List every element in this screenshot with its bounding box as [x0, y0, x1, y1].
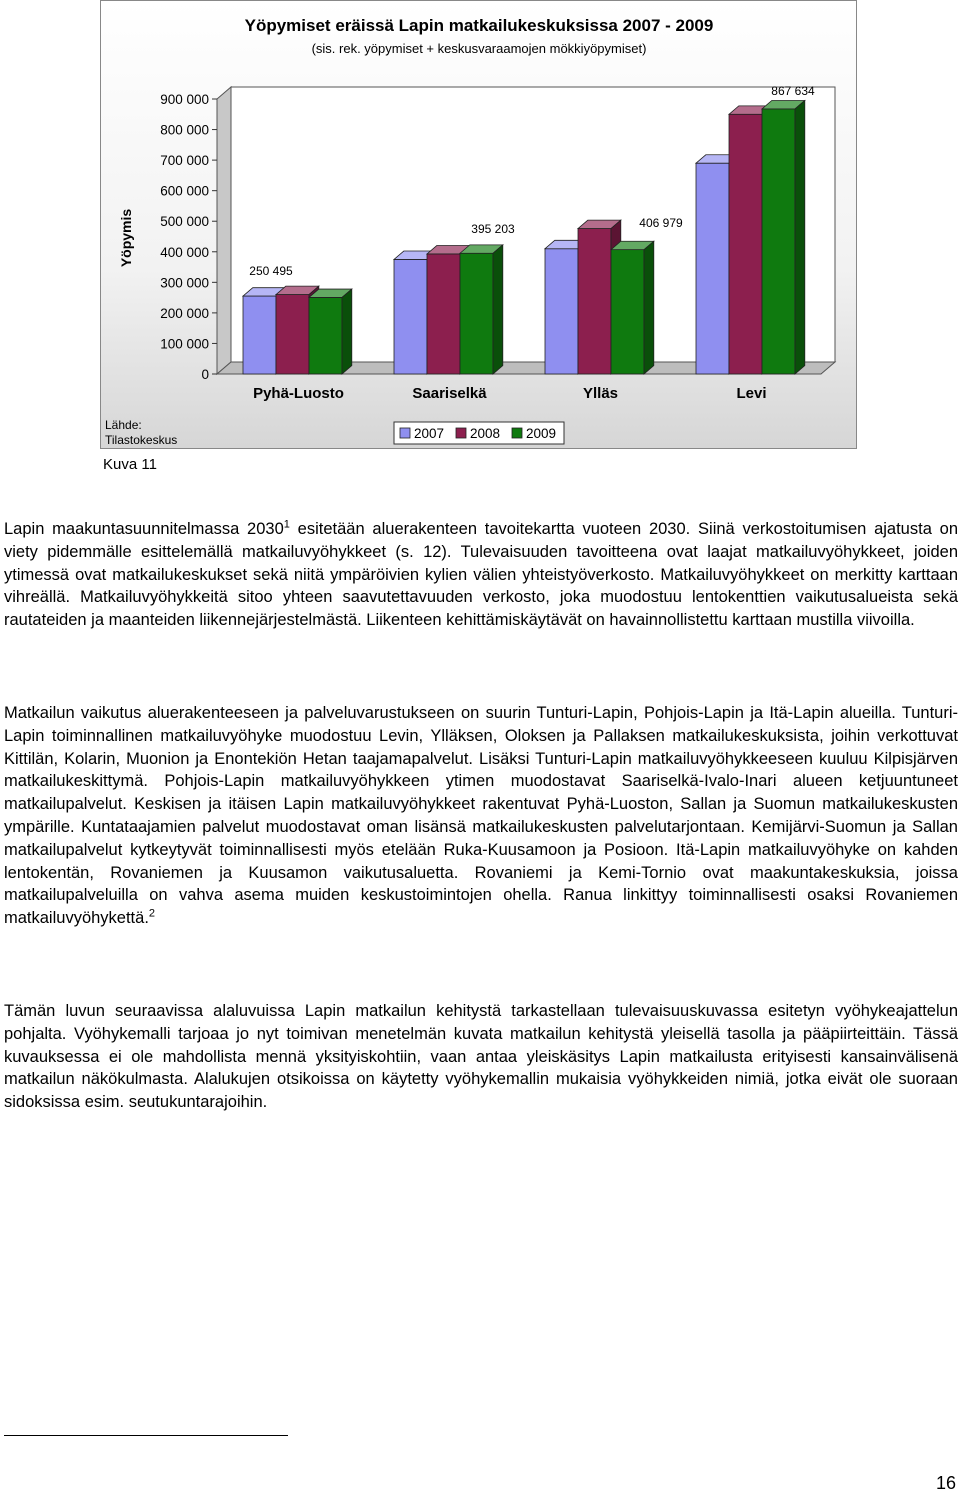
legend-label-2008: 2008: [470, 426, 501, 441]
y-tick-label: 400 000: [160, 244, 209, 260]
bar-2008: [427, 254, 460, 374]
y-tick-label: 900 000: [160, 92, 209, 107]
source-label: Lähde:: [105, 418, 142, 432]
x-tick-label: Ylläs: [582, 385, 619, 402]
bar-2009: [611, 250, 644, 374]
y-tick-label: 800 000: [160, 122, 209, 138]
bar-2008: [578, 229, 611, 374]
source-name: Tilastokeskus: [105, 433, 178, 447]
bar-2007: [243, 296, 276, 374]
x-tick-label: Saariselkä: [412, 385, 487, 402]
bar-2009: [762, 109, 795, 374]
paragraph-1-text-b: esitetään aluerakenteen tavoitekartta vuoteen 2030. Siinä verkostoitumisen ajatusta on viety pidemmälle esittelemällä matkailuvyöhykkeet (s. 12). Tulevaisuuden tavoitteena ovat laajat matkailuvyöhykkeet, joiden ytimessä ovat matkailukeskukset sekä niitä ympäröivien kylien välien yhteistyöverkosto. Matkailuvyöhykkeet on merkitty karttaan vihreällä. Matkailuvyöhykkeitä sitoo yhteen saavutettavuuden verkosto, joka muodostuu lentokenttien vaikutusalueista sekä rautateiden ja maanteiden liikennejärjestelmästä. Liikenteen kehittämiskäytävät on havainnollistettu karttaan mustilla viivoilla.: [4, 520, 959, 630]
legend-label-2009: 2009: [526, 426, 557, 441]
data-label: 867 634: [771, 84, 815, 98]
data-label: 406 979: [639, 216, 683, 230]
bar-side-2009: [644, 241, 654, 374]
bar-2007: [696, 163, 729, 374]
chart-subtitle: (sis. rek. yöpymiset + keskusvaraamojen mökkiyöpymiset): [311, 41, 647, 56]
y-tick-label: 0: [201, 367, 209, 382]
bar-chart: [101, 1, 858, 450]
legend-swatch-2007: [400, 428, 410, 438]
figure-caption: Kuva 11: [103, 456, 157, 473]
bar-2007: [545, 249, 578, 374]
chart-side-wall: [217, 87, 231, 374]
bar-2008: [729, 114, 762, 374]
x-tick-label: Levi: [736, 385, 767, 402]
bar-2008: [276, 295, 309, 374]
y-tick-label: 500 000: [160, 214, 209, 230]
paragraph-1-text-a: Lapin maakuntasuunnitelmassa 2030: [4, 520, 284, 538]
y-tick-label: 200 000: [160, 305, 209, 321]
legend-swatch-2009: [512, 428, 522, 438]
y-tick-label: 100 000: [160, 336, 209, 352]
chart-title: Yöpymiset eräissä Lapin matkailukeskuksissa 2007 - 2009: [244, 16, 714, 35]
x-tick-label: Pyhä-Luosto: [253, 385, 344, 402]
bar-side-2009: [795, 100, 805, 374]
chart-container: [100, 0, 857, 449]
bar-2009: [460, 253, 493, 374]
bar-side-2009: [342, 289, 352, 374]
footnote-separator: [4, 1435, 288, 1436]
paragraph-1: [4, 518, 958, 632]
footnote-ref-2[interactable]: 2: [148, 907, 156, 920]
bar-2009: [309, 297, 342, 374]
paragraph-3: Tämän luvun seuraavissa alaluvuissa Lapin matkailun kehitystä tarkastellaan tulevaisuuskuvassa esitetyn vyöhykeajattelun pohjalta. Vyöhykemalli tarjoaa jo nyt toimivan menetelmän kuvata matkailun kehitystä yleisellä tasolla ja pääpiirteittäin. Tässä kuvauksessa ei ole mahdollista mennä yksityiskohtiin, vaan antaa yleiskäsitys Lapin matkailusta erityisesti kansainvälisenä matkailun näkökulmasta. Alalukujen otsikoissa on käytetty vyöhykemallin mukaisia vyöhykkeiden nimiä, jotka eivät ole suoraan sidoksissa esim. seutukuntarajoihin.: [4, 1002, 958, 1112]
legend-swatch-2008: [456, 428, 466, 438]
y-tick-label: 600 000: [160, 183, 209, 199]
y-tick-label: 700 000: [160, 153, 209, 169]
y-axis-label: Yöpymis: [118, 208, 134, 268]
bar-2007: [394, 259, 427, 374]
y-tick-label: 300 000: [160, 275, 209, 291]
paragraph-2-text: Matkailun vaikutus aluerakenteeseen ja palveluvarustukseen on suurin Tunturi-Lapin, Pohjois-Lapin ja Itä-Lapin alueilla. Tunturi-Lapin toiminnallinen matkailuvyöhyke muodostuu Levin, Ylläksen, Oloksen ja Pallaksen matkailukeskuksista, joihin verkottuvat Kittilän, Kolarin, Muonion ja Enontekiön Hetan taajamapalvelut. Lisäksi Tunturi-Lapin matkailuvyöhykkeeseen kuuluu Kilpisjärven matkailukeskittymä. Pohjois-Lapin matkailuvyöhykkeen ytimen muodostavat Saariselkä-Ivalo-Inari alueen ketjuuntuneet matkailupalvelut. Keskisen ja itäisen Lapin matkailuvyöhykkeet rakentuvat Pyhä-Luoston, Sallan ja Suomun matkailukeskusten ympärille. Kuntataajamien palvelut muodostavat oman lisänsä matkailukeskusten palvelutarjontaan. Kemijärvi-Suomun ja Sallan matkailupalvelut kytkeytyvät toiminnallisesti myös etelään Ruka-Kuusamoon ja Posioon. Itä-Lapin matkailuvyöhyke on kahden lentokentän, Rovaniemen ja Kuusamon vaikutusaluetta. Rovaniemi ja Kemi-Tornio ovat maakuntakeskuksia, joissa matkailupalveluilla on vahva asema muiden keskustoimintojen ohella. Ranua linkittyy toiminnallisesti osaksi Rovaniemen matkailuvyöhykettä.: [4, 704, 958, 928]
bar-side-2009: [493, 245, 503, 374]
page-number: 16: [935, 1473, 956, 1493]
data-label: 250 495: [249, 264, 293, 278]
paragraph-2: [4, 702, 958, 930]
legend-label-2007: 2007: [414, 426, 445, 441]
data-label: 395 203: [471, 222, 515, 236]
footnote-ref-1[interactable]: 1: [283, 518, 290, 531]
